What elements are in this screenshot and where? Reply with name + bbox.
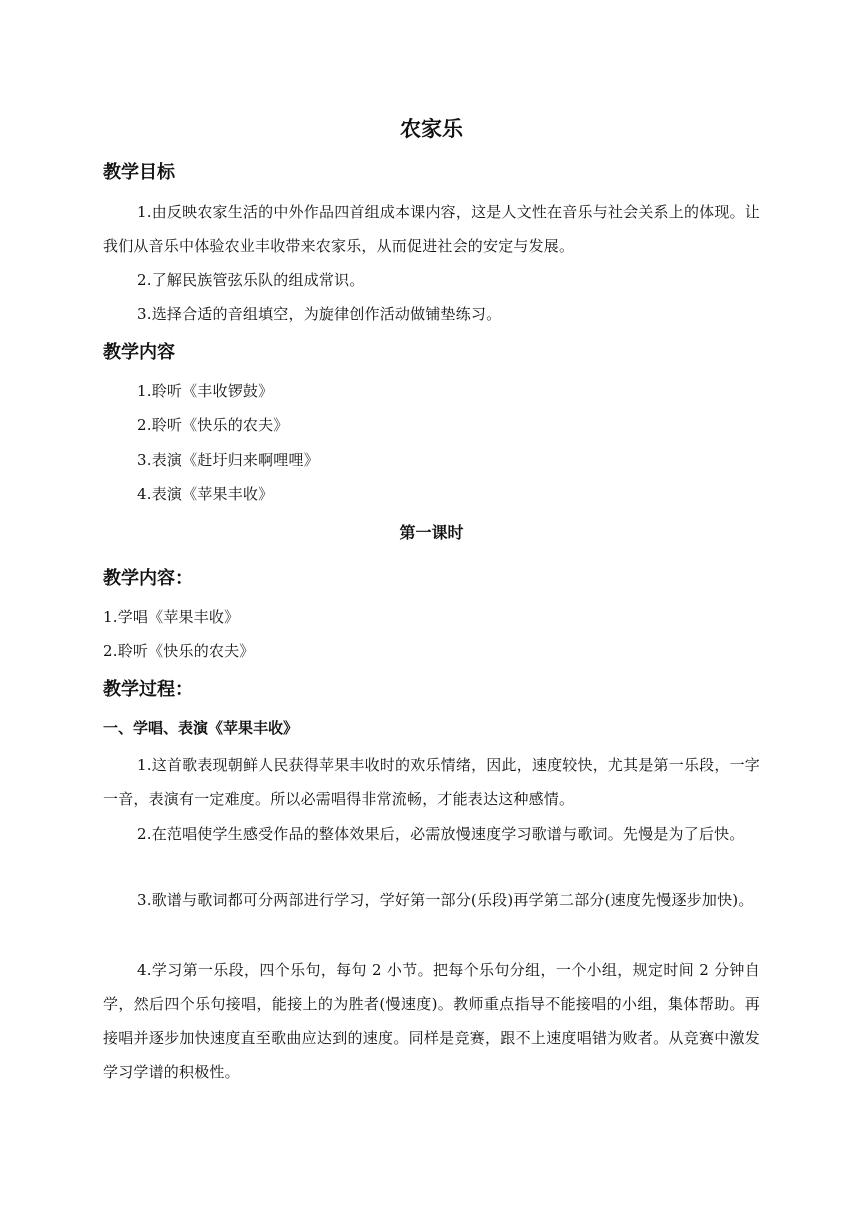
document-title: 农家乐: [400, 117, 463, 141]
lesson-content-heading: 教学内容：: [103, 568, 193, 589]
content-item: 2.聆听《快乐的农夫》: [137, 416, 289, 434]
goals-heading: 教学目标: [103, 162, 175, 183]
content-heading: 教学内容: [103, 342, 175, 363]
lesson-one-heading: 第一课时: [399, 523, 464, 542]
document-page: [103, 0, 760, 1216]
content-item: 3.表演《赶圩归来啊哩哩》: [137, 451, 319, 469]
process-item: 4.学习第一乐段，四个乐句，每句 2 小节。把每个乐句分组，一个小组，规定时间 2 分钟自学，然后四个乐句接唱，能接上的为胜者(慢速度)。教师重点指导不能接唱的小组，集体帮助。再接唱并逐步加快速度直至歌曲应达到的速度。同样是竞赛，跟不上速度唱错为败者。从竞赛中激发学习学谱的积极性。: [103, 961, 760, 1081]
process-item: 1.这首歌表现朝鲜人民获得苹果丰收时的欢乐情绪，因此，速度较快，尤其是第一乐段，一字一音，表演有一定难度。所以必需唱得非常流畅，才能表达这种感情。: [103, 756, 760, 808]
goal-item: 2.了解民族管弦乐队的组成常识。: [137, 271, 365, 289]
goal-item: 1.由反映农家生活的中外作品四首组成本课内容，这是人文性在音乐与社会关系上的体现。让我们从音乐中体验农业丰收带来农家乐，从而促进社会的安定与发展。: [103, 203, 760, 255]
lesson-content-item: 2.聆听《快乐的农夫》: [103, 642, 255, 660]
process-item: 3.歌谱与歌词都可分两部进行学习，学好第一部分(乐段)再学第二部分(速度先慢逐步加快)。: [137, 891, 754, 909]
goal-item: 3.选择合适的音组填空，为旋律创作活动做铺垫练习。: [137, 305, 502, 323]
lesson-content-item: 1.学唱《苹果丰收》: [103, 608, 240, 626]
process-heading: 教学过程：: [103, 679, 193, 700]
content-item: 4.表演《苹果丰收》: [137, 485, 274, 503]
part-one-heading: 一、学唱、表演《苹果丰收》: [103, 719, 299, 737]
process-item: 2.在范唱使学生感受作品的整体效果后，必需放慢速度学习歌谱与歌词。先慢是为了后快。: [137, 825, 745, 843]
content-item: 1.聆听《丰收锣鼓》: [137, 382, 274, 400]
